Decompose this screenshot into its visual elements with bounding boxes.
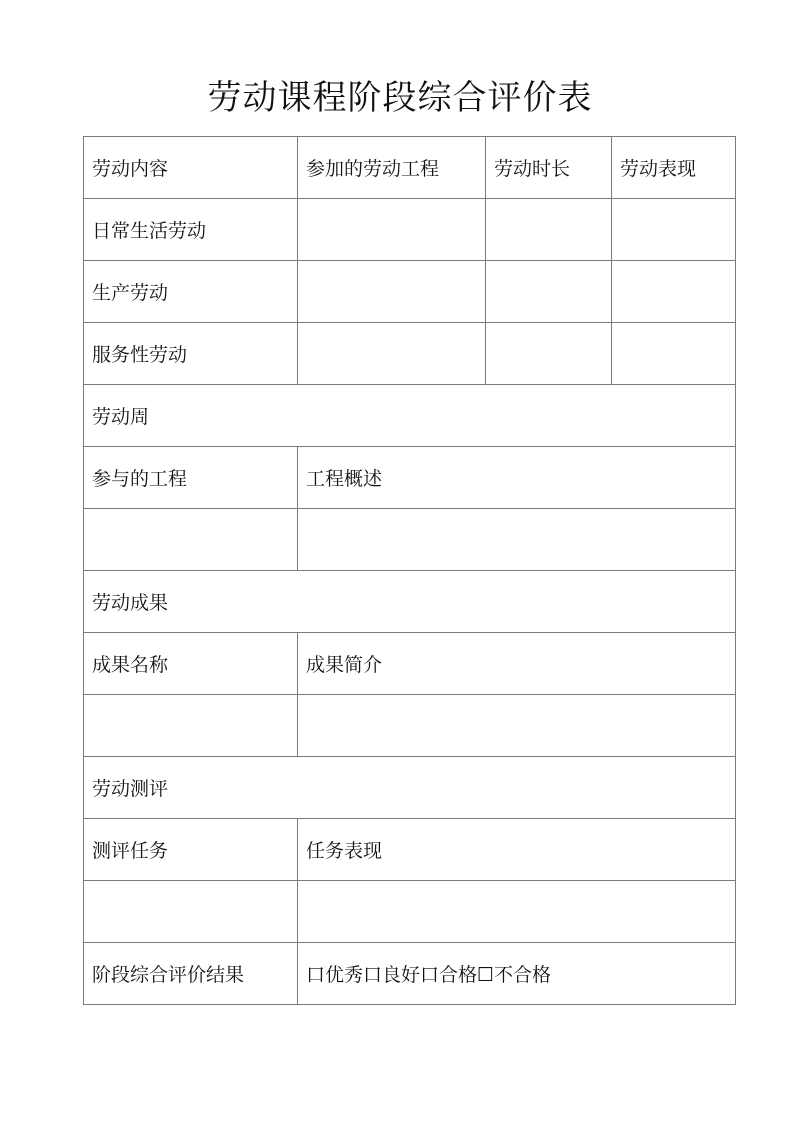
header-row [84,137,736,199]
row-label-daily-life: 日常生活劳动 [84,199,298,261]
header-labor-performance: 劳动表现 [612,137,736,199]
labor-results-col-summary: 成果简介 [298,633,736,695]
service-project-cell[interactable] [298,323,486,385]
daily-life-duration-cell[interactable] [486,199,612,261]
labor-evaluation-col-performance: 任务表现 [298,819,736,881]
labor-results-summary-cell[interactable] [298,695,736,757]
section-heading-labor-results: 劳动成果 [84,571,736,633]
header-labor-duration: 劳动时长 [486,137,612,199]
labor-week-col-project: 参与的工程 [84,447,298,509]
production-project-cell[interactable] [298,261,486,323]
table-row [84,261,736,323]
daily-life-performance-cell[interactable] [612,199,736,261]
labor-results-col-name: 成果名称 [84,633,298,695]
row-label-service: 服务性劳动 [84,323,298,385]
header-labor-project: 参加的劳动工程 [298,137,486,199]
table-row [84,509,736,571]
section-row [84,757,736,819]
daily-life-project-cell[interactable] [298,199,486,261]
service-performance-cell[interactable] [612,323,736,385]
table-row [84,199,736,261]
section-row [84,571,736,633]
table-row [84,633,736,695]
labor-evaluation-task-cell[interactable] [84,881,298,943]
section-heading-labor-evaluation: 劳动测评 [84,757,736,819]
table-row [84,695,736,757]
header-labor-content: 劳动内容 [84,137,298,199]
table-row [84,881,736,943]
section-heading-labor-week: 劳动周 [84,385,736,447]
table-row [84,819,736,881]
table-row [84,323,736,385]
row-label-production: 生产劳动 [84,261,298,323]
labor-week-overview-cell[interactable] [298,509,736,571]
final-result-row [84,943,736,1005]
labor-evaluation-col-task: 测评任务 [84,819,298,881]
labor-evaluation-performance-cell[interactable] [298,881,736,943]
production-performance-cell[interactable] [612,261,736,323]
final-result-options[interactable]: 口优秀口良好口合格☐不合格 [298,943,736,1005]
production-duration-cell[interactable] [486,261,612,323]
labor-week-col-overview: 工程概述 [298,447,736,509]
evaluation-table [83,136,736,1005]
labor-week-project-cell[interactable] [84,509,298,571]
table-row [84,447,736,509]
labor-results-name-cell[interactable] [84,695,298,757]
service-duration-cell[interactable] [486,323,612,385]
section-row [84,385,736,447]
final-result-label: 阶段综合评价结果 [84,943,298,1005]
form-title: 劳动课程阶段综合评价表 [207,78,593,118]
